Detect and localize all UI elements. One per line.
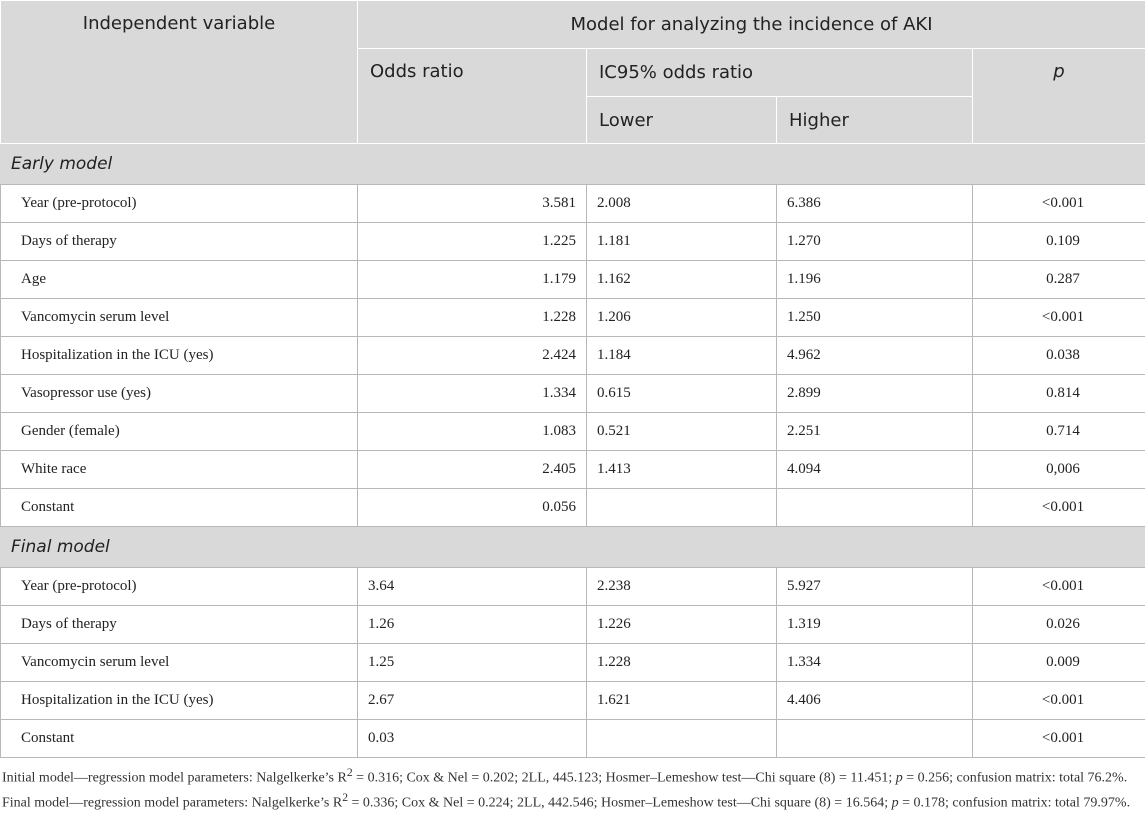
cell-variable: Vancomycin serum level [1, 299, 358, 337]
table-row [1, 299, 1145, 337]
cell-higher: 1.319 [777, 606, 973, 644]
cell-variable: Days of therapy [1, 606, 358, 644]
header-independent-variable: Independent variable [1, 1, 358, 144]
cell-lower: 1.621 [587, 682, 777, 720]
cell-variable: Constant [1, 720, 358, 758]
table-row [1, 720, 1145, 758]
cell-lower: 1.228 [587, 644, 777, 682]
cell-lower: 1.413 [587, 451, 777, 489]
section-row [1, 527, 1145, 568]
table-row [1, 185, 1145, 223]
section-title: Early model [1, 144, 1145, 185]
header-model-title: Model for analyzing the incidence of AKI [358, 1, 1145, 49]
header-odds-ratio: Odds ratio [358, 49, 587, 144]
cell-variable: White race [1, 451, 358, 489]
cell-higher: 2.251 [777, 413, 973, 451]
cell-p: <0.001 [973, 682, 1145, 720]
cell-variable: Constant [1, 489, 358, 527]
footnote-text: Initial model—regression model parameters: Nalgelkerke’s R [2, 770, 347, 786]
table-row [1, 682, 1145, 720]
cell-variable: Vancomycin serum level [1, 644, 358, 682]
cell-odds-ratio: 1.334 [358, 375, 587, 413]
cell-higher [777, 720, 973, 758]
cell-p: 0.714 [973, 413, 1145, 451]
cell-variable: Gender (female) [1, 413, 358, 451]
cell-lower: 1.184 [587, 337, 777, 375]
table-row [1, 489, 1145, 527]
section-title: Final model [1, 527, 1145, 568]
cell-higher: 4.094 [777, 451, 973, 489]
cell-odds-ratio: 1.179 [358, 261, 587, 299]
cell-higher: 1.250 [777, 299, 973, 337]
table-header [1, 1, 1145, 144]
cell-odds-ratio: 3.64 [358, 568, 587, 606]
cell-higher: 1.334 [777, 644, 973, 682]
cell-p: 0,006 [973, 451, 1145, 489]
cell-higher: 1.270 [777, 223, 973, 261]
table-row [1, 337, 1145, 375]
cell-lower: 0.521 [587, 413, 777, 451]
cell-higher: 1.196 [777, 261, 973, 299]
cell-odds-ratio: 3.581 [358, 185, 587, 223]
cell-odds-ratio: 0.03 [358, 720, 587, 758]
header-p: p [973, 49, 1145, 144]
footnote-p-symbol: p [891, 795, 899, 811]
table-row [1, 451, 1145, 489]
cell-p: <0.001 [973, 568, 1145, 606]
table-body [1, 144, 1145, 758]
cell-odds-ratio: 1.228 [358, 299, 587, 337]
header-lower: Lower [587, 97, 777, 144]
footnote-superscript: 2 [346, 766, 353, 779]
cell-odds-ratio: 2.405 [358, 451, 587, 489]
cell-p: <0.001 [973, 489, 1145, 527]
cell-lower: 0.615 [587, 375, 777, 413]
cell-variable: Hospitalization in the ICU (yes) [1, 682, 358, 720]
table-row [1, 644, 1145, 682]
cell-lower: 1.206 [587, 299, 777, 337]
footnote-superscript: 2 [342, 790, 349, 804]
cell-higher: 2.899 [777, 375, 973, 413]
footnote-text: = 0.178; confusion matrix: total 79.97%. [898, 795, 1131, 811]
cell-variable: Days of therapy [1, 223, 358, 261]
cell-p: 0.814 [973, 375, 1145, 413]
cell-lower: 2.008 [587, 185, 777, 223]
footnote-text: = 0.256; confusion matrix: total 76.2%. Final model—regression model parameters: Nalgelkerke’s R [2, 770, 1128, 811]
cell-p: 0.109 [973, 223, 1145, 261]
footnote-text: = 0.336; Cox & Nel = 0.224; 2LL, 442.546; Hosmer–Lemeshow test—Chi square (8) = 16.564; [348, 795, 892, 811]
footnote-text: = 0.316; Cox & Nel = 0.202; 2LL, 445.123; Hosmer–Lemeshow test—Chi square (8) = 11.451; [352, 770, 896, 786]
table-row [1, 261, 1145, 299]
cell-p: <0.001 [973, 299, 1145, 337]
cell-variable: Vasopressor use (yes) [1, 375, 358, 413]
table-row [1, 606, 1145, 644]
cell-p: 0.026 [973, 606, 1145, 644]
cell-higher: 4.406 [777, 682, 973, 720]
cell-higher: 4.962 [777, 337, 973, 375]
cell-higher: 6.386 [777, 185, 973, 223]
cell-p: 0.009 [973, 644, 1145, 682]
cell-lower: 1.181 [587, 223, 777, 261]
table-row [1, 568, 1145, 606]
cell-p: <0.001 [973, 185, 1145, 223]
cell-lower: 1.226 [587, 606, 777, 644]
cell-p: 0.287 [973, 261, 1145, 299]
cell-variable: Year (pre-protocol) [1, 568, 358, 606]
cell-odds-ratio: 2.67 [358, 682, 587, 720]
cell-p: <0.001 [973, 720, 1145, 758]
cell-odds-ratio: 0.056 [358, 489, 587, 527]
cell-odds-ratio: 1.25 [358, 644, 587, 682]
section-row [1, 144, 1145, 185]
table-row [1, 375, 1145, 413]
table-row [1, 413, 1145, 451]
cell-lower: 1.162 [587, 261, 777, 299]
table-footnote [0, 758, 1144, 812]
cell-lower [587, 720, 777, 758]
footnote-p-symbol: p [895, 770, 903, 786]
cell-lower [587, 489, 777, 527]
cell-lower: 2.238 [587, 568, 777, 606]
cell-odds-ratio: 1.225 [358, 223, 587, 261]
cell-variable: Year (pre-protocol) [1, 185, 358, 223]
cell-higher [777, 489, 973, 527]
cell-odds-ratio: 1.083 [358, 413, 587, 451]
cell-variable: Hospitalization in the ICU (yes) [1, 337, 358, 375]
header-ci: IC95% odds ratio [587, 49, 973, 97]
cell-variable: Age [1, 261, 358, 299]
header-higher: Higher [777, 97, 973, 144]
table-row [1, 223, 1145, 261]
cell-higher: 5.927 [777, 568, 973, 606]
cell-p: 0.038 [973, 337, 1145, 375]
cell-odds-ratio: 2.424 [358, 337, 587, 375]
cell-odds-ratio: 1.26 [358, 606, 587, 644]
